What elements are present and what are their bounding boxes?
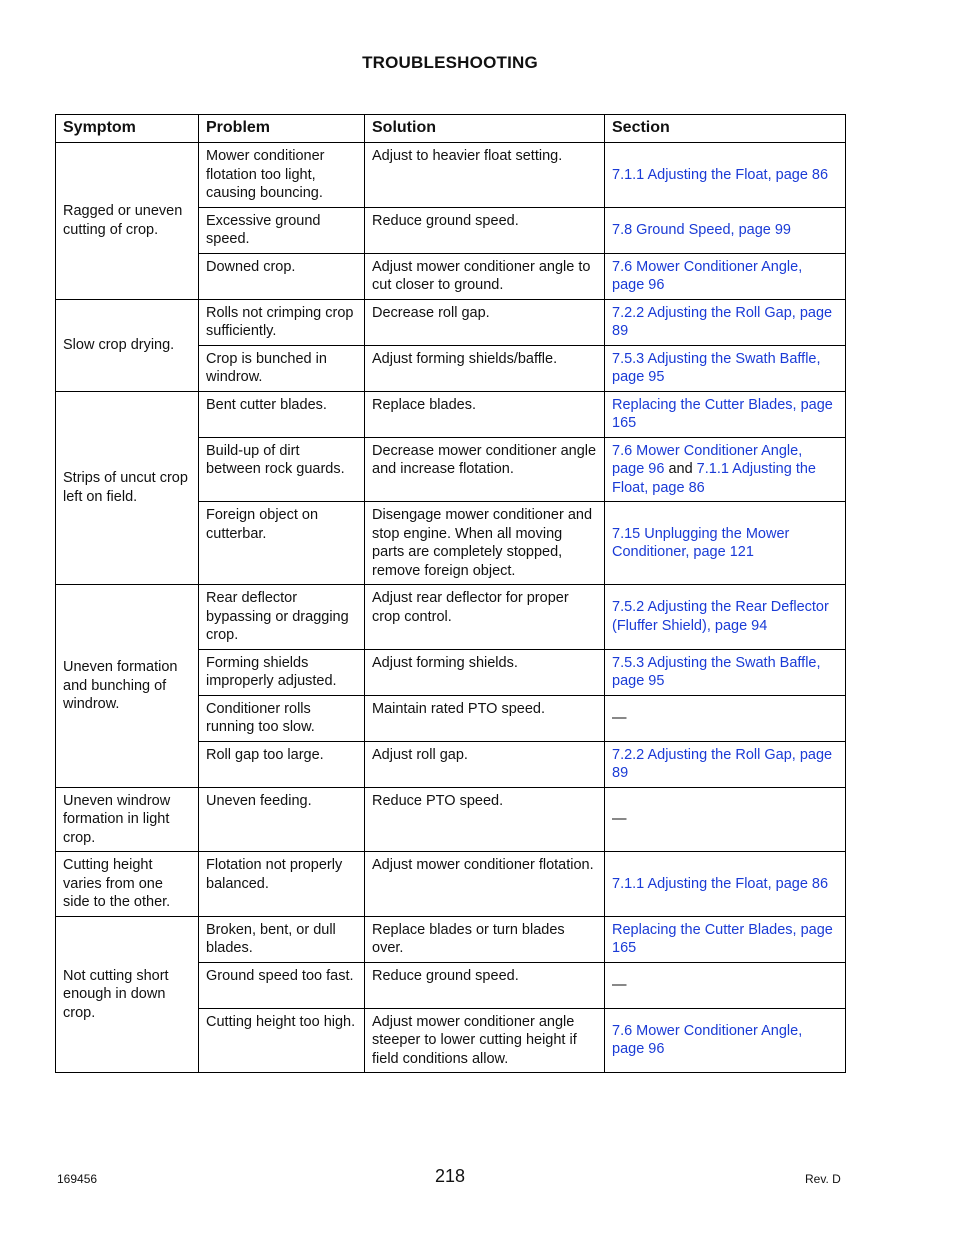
section-cell [605,585,846,650]
solution-cell: Decrease roll gap. [365,299,605,345]
symptom-cell: Uneven formation and bunching of windrow. [56,585,199,788]
section-cell [605,391,846,437]
section-none-dash: — [612,709,627,726]
section-link[interactable]: 7.15 Unplugging the Mower Conditioner, page 121 [612,525,790,560]
symptom-cell: Uneven windrow formation in light crop. [56,787,199,852]
solution-cell: Adjust forming shields. [365,649,605,695]
problem-cell: Rolls not crimping crop sufficiently. [199,299,365,345]
solution-cell: Replace blades. [365,391,605,437]
column-header-problem: Problem [199,115,365,143]
problem-cell: Mower conditioner flotation too light, causing bouncing. [199,143,365,208]
problem-cell: Broken, bent, or dull blades. [199,916,365,962]
table-row [56,787,846,852]
section-cell [605,299,846,345]
column-header-section: Section [605,115,846,143]
table-row [56,143,846,208]
section-link[interactable]: Replacing the Cutter Blades, page 165 [612,921,833,956]
solution-cell: Adjust forming shields/baffle. [365,345,605,391]
problem-cell: Roll gap too large. [199,741,365,787]
section-cell [605,253,846,299]
section-cell [605,207,846,253]
table-row [56,585,846,650]
section-link[interactable]: 7.5.3 Adjusting the Swath Baffle, page 95 [612,654,821,689]
problem-cell: Cutting height too high. [199,1008,365,1073]
problem-cell: Flotation not properly balanced. [199,852,365,917]
solution-cell: Adjust rear deflector for proper crop control. [365,585,605,650]
table-header-row [56,115,846,143]
table-row [56,916,846,962]
column-header-symptom: Symptom [56,115,199,143]
section-cell [605,852,846,917]
problem-cell: Crop is bunched in windrow. [199,345,365,391]
problem-cell: Foreign object on cutterbar. [199,502,365,585]
problem-cell: Ground speed too fast. [199,962,365,1008]
problem-cell: Bent cutter blades. [199,391,365,437]
page-title: TROUBLESHOOTING [362,53,538,72]
section-link[interactable]: 7.8 Ground Speed, page 99 [612,221,791,238]
section-cell [605,437,846,502]
troubleshooting-table [55,114,846,1073]
table-row [56,391,846,437]
document-number: 169456 [57,1172,98,1186]
solution-cell: Reduce ground speed. [365,207,605,253]
solution-cell: Adjust mower conditioner angle steeper to lower cutting height if field conditions allow. [365,1008,605,1073]
section-cell [605,916,846,962]
table-row [56,299,846,345]
section-cell [605,502,846,585]
problem-cell: Rear deflector bypassing or dragging crop. [199,585,365,650]
symptom-cell: Slow crop drying. [56,299,199,391]
problem-cell: Forming shields improperly adjusted. [199,649,365,695]
section-cell [605,962,846,1008]
section-cell [605,1008,846,1073]
solution-cell: Disengage mower conditioner and stop engine. When all moving parts are completely stopped, remove foreign object. [365,502,605,585]
solution-cell: Reduce PTO speed. [365,787,605,852]
column-header-solution: Solution [365,115,605,143]
problem-cell: Build-up of dirt between rock guards. [199,437,365,502]
section-cell [605,695,846,741]
problem-cell: Excessive ground speed. [199,207,365,253]
table-row [56,852,846,917]
section-link[interactable]: 7.1.1 Adjusting the Float, page 86 [612,875,829,892]
section-cell [605,345,846,391]
section-link[interactable]: Replacing the Cutter Blades, page 165 [612,396,833,431]
solution-cell: Replace blades or turn blades over. [365,916,605,962]
symptom-cell: Cutting height varies from one side to the other. [56,852,199,917]
revision-label: Rev. D [805,1172,841,1186]
section-link[interactable]: 7.6 Mower Conditioner Angle, page 96 [612,258,803,293]
page-number: 218 [434,1166,466,1186]
section-link[interactable]: 7.5.3 Adjusting the Swath Baffle, page 95 [612,350,821,385]
section-link[interactable]: 7.2.2 Adjusting the Roll Gap, page 89 [612,304,833,339]
problem-cell: Downed crop. [199,253,365,299]
symptom-cell: Not cutting short enough in down crop. [56,916,199,1073]
section-connector: and [664,461,697,477]
section-cell [605,787,846,852]
table-body [56,143,846,1073]
section-none-dash: — [612,811,627,827]
solution-cell: Decrease mower conditioner angle and increase flotation. [365,437,605,502]
section-link[interactable]: 7.6 Mower Conditioner Angle, page 96 [612,442,803,477]
section-none-dash: — [612,976,627,993]
solution-cell: Adjust to heavier float setting. [365,143,605,208]
problem-cell: Uneven feeding. [199,787,365,852]
solution-cell: Adjust mower conditioner angle to cut closer to ground. [365,253,605,299]
solution-cell: Adjust roll gap. [365,741,605,787]
solution-cell: Adjust mower conditioner flotation. [365,852,605,917]
symptom-cell: Strips of uncut crop left on field. [56,391,199,585]
symptom-cell: Ragged or uneven cutting of crop. [56,143,199,300]
section-link[interactable]: 7.6 Mower Conditioner Angle, page 96 [612,1022,803,1058]
section-cell [605,741,846,787]
section-link[interactable]: 7.2.2 Adjusting the Roll Gap, page 89 [612,746,833,781]
section-link[interactable]: 7.1.1 Adjusting the Float, page 86 [612,461,816,496]
section-cell [605,649,846,695]
solution-cell: Maintain rated PTO speed. [365,695,605,741]
section-cell [605,143,846,208]
problem-cell: Conditioner rolls running too slow. [199,695,365,741]
section-link[interactable]: 7.1.1 Adjusting the Float, page 86 [612,166,829,183]
section-link[interactable]: 7.5.2 Adjusting the Rear Deflector (Fluffer Shield), page 94 [612,599,829,634]
solution-cell: Reduce ground speed. [365,962,605,1008]
